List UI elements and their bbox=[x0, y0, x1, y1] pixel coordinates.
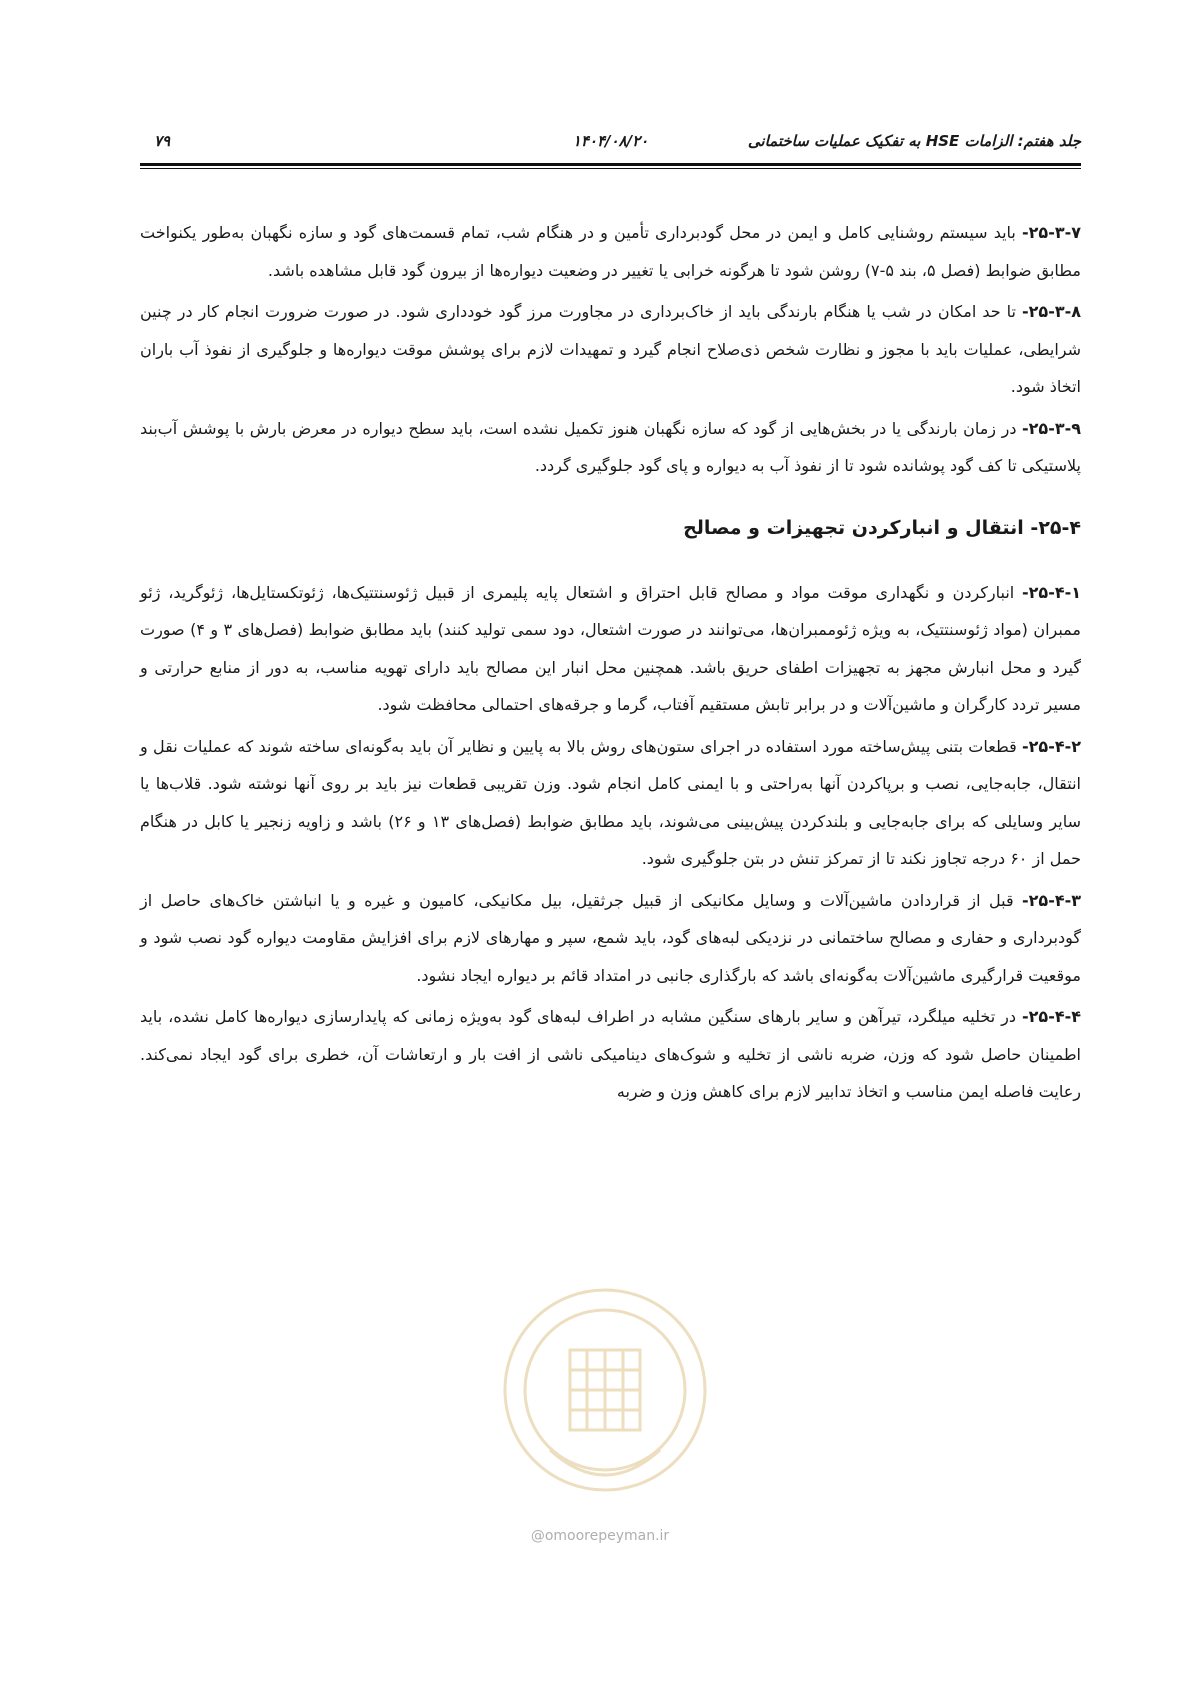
paragraph-25-3-8 bbox=[140, 293, 1081, 406]
paragraph-text: انبارکردن و نگهداری موقت مواد و مصالح قابل احتراق و اشتعال پایه پلیمری از قبیل ژئوسنتتیک‌ها، ژئوتکستایل‌ها، ژئوگرید، ژئو ممبران (مواد ژئوسنتتیک، به ویژه ژئوممبران‌ها، می‌توانند در صورت اشتعال، دود سمی تولید کنند) باید مطابق ضوابط (فصل‌های ۳ و ۴) صورت گیرد و محل انبارش مجهز به تجهیزات اطفای حریق باشد. همچنین محل انبار این مصالح باید دارای تهویه مناسب، به دور از منابع حرارتی و مسیر تردد کارگران و ماشین‌آلات و در برابر تابش مستقیم آفتاب، گرما و جرقه‌های احتمالی محافظت شود. bbox=[140, 582, 1081, 714]
header-date: ۱۴۰۴/۰۸/۲۰ bbox=[572, 132, 649, 150]
section-heading: ۲۵-۴- انتقال و انبارکردن تجهیزات و مصالح bbox=[683, 516, 1081, 539]
paragraph-text: در زمان بارندگی یا در بخش‌هایی از گود که سازه نگهبان هنوز تکمیل نشده است، باید سطح دیواره در معرض بارش با پوشش آب‌بند پلاستیکی تا کف گود پوشانده شود تا از نفوذ آب به دیواره و پای گود جلوگیری گردد. bbox=[140, 418, 1081, 475]
paragraph-number: ۲۵-۳-۹- bbox=[1022, 418, 1081, 438]
paragraph-25-4-1 bbox=[140, 574, 1081, 724]
paragraph-25-4-2 bbox=[140, 728, 1081, 878]
paragraph-text: در تخلیه میلگرد، تیرآهن و سایر بارهای سنگین مشابه در اطراف لبه‌های گود به‌ویژه زمانی که پایدارسازی دیواره‌ها کامل نشده، باید اطمینان حاصل شود که وزن، ضربه ناشی از تخلیه و شوک‌های دینامیکی ناشی از افت بار و ارتعاشات آن، خطری برای گود ایجاد نمی‌کند. رعایت فاصله ایمن مناسب و اتخاذ تدابیر لازم برای کاهش وزن و ضربه bbox=[140, 1007, 1081, 1101]
paragraph-text: تا حد امکان در شب یا هنگام بارندگی باید از خاک‌برداری در مجاورت مرز گود خودداری شود. در صورت ضرورت انجام کار در چنین شرایطی، عملیات باید با مجوز و نظارت شخص ذی‌صلاح انجام گیرد و تمهیدات لازم برای پوشش موقت دیواره‌ها و جلوگیری از نفوذ آب باران اتخاذ شود. bbox=[140, 302, 1081, 396]
paragraph-number: ۲۵-۴-۳- bbox=[1022, 890, 1081, 910]
watermark-logo-icon bbox=[490, 1270, 720, 1530]
document-body bbox=[140, 214, 1081, 1115]
paragraph-number: ۲۵-۴-۲- bbox=[1022, 736, 1081, 756]
paragraph-number: ۲۵-۳-۸- bbox=[1022, 302, 1081, 321]
watermark-text: @omoorepeyman.ir bbox=[530, 1528, 670, 1544]
page-header bbox=[140, 128, 1081, 158]
paragraph-number: ۲۵-۴-۱- bbox=[1022, 582, 1081, 602]
header-rule-thin bbox=[140, 168, 1081, 169]
paragraph-text: باید سیستم روشنایی کامل و ایمن در محل گودبرداری تأمین و در هنگام شب، تمام قسمت‌های گود و سازه نگهبان به‌طور یکنواخت مطابق ضوابط (فصل ۵، بند ۵-۷) روشن شود تا هرگونه خرابی یا تغییر در وضعیت دیواره‌ها از بیرون گود قابل مشاهده باشد. bbox=[140, 223, 1081, 280]
header-rule-thick bbox=[140, 163, 1081, 166]
paragraph-25-4-4 bbox=[140, 998, 1081, 1111]
paragraph-number: ۲۵-۳-۷- bbox=[1022, 223, 1081, 242]
paragraph-text: قطعات بتنی پیش‌ساخته مورد استفاده در اجرای ستون‌های روش بالا به پایین و نظایر آن باید به‌گونه‌ای ساخته شوند که عملیات نقل و انتقال، جابه‌جایی، نصب و برپاکردن آنها به‌راحتی و با ایمنی کامل انجام شود. وزن تقریبی قطعات نیز باید بر روی آنها نوشته شود. قلاب‌ها یا سایر وسایلی که برای جابه‌جایی و بلندکردن پیش‌بینی می‌شوند، باید مطابق ضوابط (فصل‌های ۱۳ و ۲۶) باشد و زاویه زنجیر یا کابل در هنگام حمل از ۶۰ درجه تجاوز نکند تا از تمرکز تنش در بتن جلوگیری شود. bbox=[140, 736, 1081, 868]
paragraph-25-3-9 bbox=[140, 410, 1081, 485]
paragraph-25-3-7 bbox=[140, 214, 1081, 289]
page-number: ۷۹ bbox=[154, 132, 171, 150]
header-title: جلد هفتم: الزامات HSE به تفکیک عملیات ساختمانی bbox=[747, 132, 1081, 150]
paragraph-text: قبل از قراردادن ماشین‌آلات و وسایل مکانیکی از قبیل جرثقیل، بیل مکانیکی، کامیون و غیره و یا انباشتن خاک‌های حاصل از گودبرداری و حفاری و مصالح ساختمانی در نزدیکی لبه‌های گود، باید شمع، سپر و مهارهای لازم برای افزایش مقاومت دیواره گود نصب شود و موقعیت قرارگیری ماشین‌آلات به‌گونه‌ای باشد که بارگذاری جانبی در امتداد قائم بر دیواره ایجاد نشود. bbox=[140, 890, 1081, 985]
paragraph-25-4-3 bbox=[140, 882, 1081, 995]
paragraph-number: ۲۵-۴-۴- bbox=[1022, 1007, 1081, 1026]
